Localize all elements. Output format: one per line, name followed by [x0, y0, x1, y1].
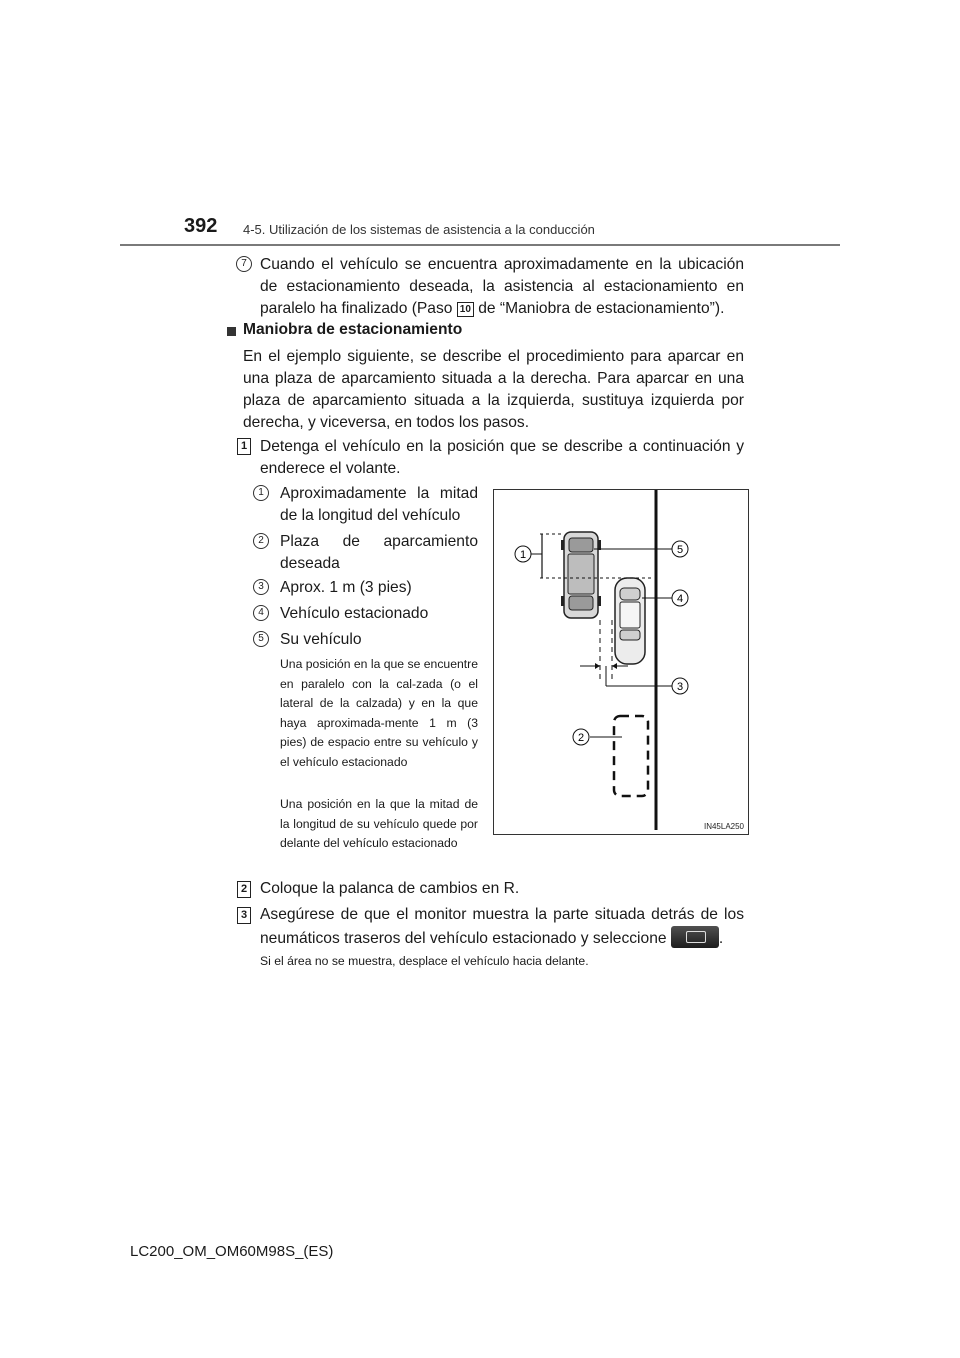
legend-2-label: Plaza de aparcamiento deseada — [280, 533, 478, 572]
legend-1-label: Aproximadamente la mitad de la longitud del vehículo — [280, 485, 478, 524]
step-2-text: Coloque la palanca de cambios en R. — [260, 880, 520, 897]
legend-2-marker: 2 — [253, 533, 269, 549]
maniobra-heading: Maniobra de estacionamiento — [243, 321, 463, 338]
document-code: LC200_OM_OM60M98S_(ES) — [130, 1243, 334, 1260]
page-number: 392 — [184, 215, 218, 237]
legend-5-marker: 5 — [253, 631, 269, 647]
parking-diagram — [493, 489, 749, 835]
legend-4-label: Vehículo estacionado — [280, 605, 429, 622]
step-3-text-after: . — [718, 930, 724, 947]
heading-bullet-icon — [227, 327, 236, 336]
svg-text:4: 4 — [676, 593, 684, 605]
target-parking-space — [614, 716, 648, 796]
callout-5 — [672, 541, 688, 557]
svg-text:1: 1 — [519, 549, 527, 561]
parked-vehicle — [615, 578, 645, 664]
header-divider — [120, 244, 840, 246]
note-2: Una posición en la que la mitad de la longitud de su vehículo quede por delante del vehículo estacionado — [280, 797, 478, 850]
step-ref-box: 10 — [457, 302, 474, 317]
legend-5-label: Su vehículo — [280, 631, 362, 648]
step-1-text: Detenga el vehículo en la posición que se describe a continuación y enderece el volante. — [260, 438, 744, 477]
your-vehicle — [561, 532, 601, 618]
step-7-text — [260, 254, 744, 320]
step-7-marker: 7 — [236, 256, 252, 272]
note-1: Una posición en la que se encuentre en paralelo con la cal-zada (o el lateral de la calzada) y en la que haya aproximada-mente 1 m (3 pies) de espacio entre su vehículo y el vehículo estacionado — [280, 657, 478, 769]
step-7-text-before: Cuando el vehículo se encuentra aproximadamente en la ubicación de estacionamiento deseada, la asistencia al estacionamiento en paralelo ha finalizado (Paso — [260, 256, 744, 317]
svg-text:2: 2 — [577, 732, 585, 744]
legend-3-marker: 3 — [253, 579, 269, 595]
step-3-text-before: Asegúrese de que el monitor muestra la parte situada detrás de los neumáticos traseros del vehículo estacionado y seleccione — [260, 906, 744, 947]
svg-text:3: 3 — [676, 681, 684, 693]
step-3-note: Si el área no se muestra, desplace el vehículo hacia delante. — [260, 954, 589, 968]
figure-code: IN45LA250 — [703, 822, 744, 831]
step-2-marker: 2 — [237, 881, 251, 898]
step-7-text-after: de “Maniobra de estacionamiento”). — [473, 300, 725, 317]
step-1-marker: 1 — [237, 438, 251, 455]
step-3-marker: 3 — [237, 907, 251, 924]
legend-1-marker: 1 — [253, 485, 269, 501]
callout-4 — [672, 590, 688, 606]
callout-2 — [573, 729, 589, 745]
section-title: 4-5. Utilización de los sistemas de asistencia a la conducción — [243, 222, 595, 237]
parking-diagram-svg — [494, 490, 748, 834]
step-3-text — [260, 904, 744, 950]
callout-1 — [515, 546, 531, 562]
maniobra-intro: En el ejemplo siguiente, se describe el procedimiento para aparcar en una plaza de aparcamiento situada a la derecha. Para aparcar en una plaza de aparcamiento situada a la izquierda, sustituya izquierda por derecha, y viceversa, en todos los pasos. — [243, 348, 744, 431]
callout-3 — [672, 678, 688, 694]
parking-mode-button-icon — [671, 926, 719, 948]
legend-3-label: Aprox. 1 m (3 pies) — [280, 579, 412, 596]
svg-text:5: 5 — [676, 544, 684, 556]
legend-4-marker: 4 — [253, 605, 269, 621]
